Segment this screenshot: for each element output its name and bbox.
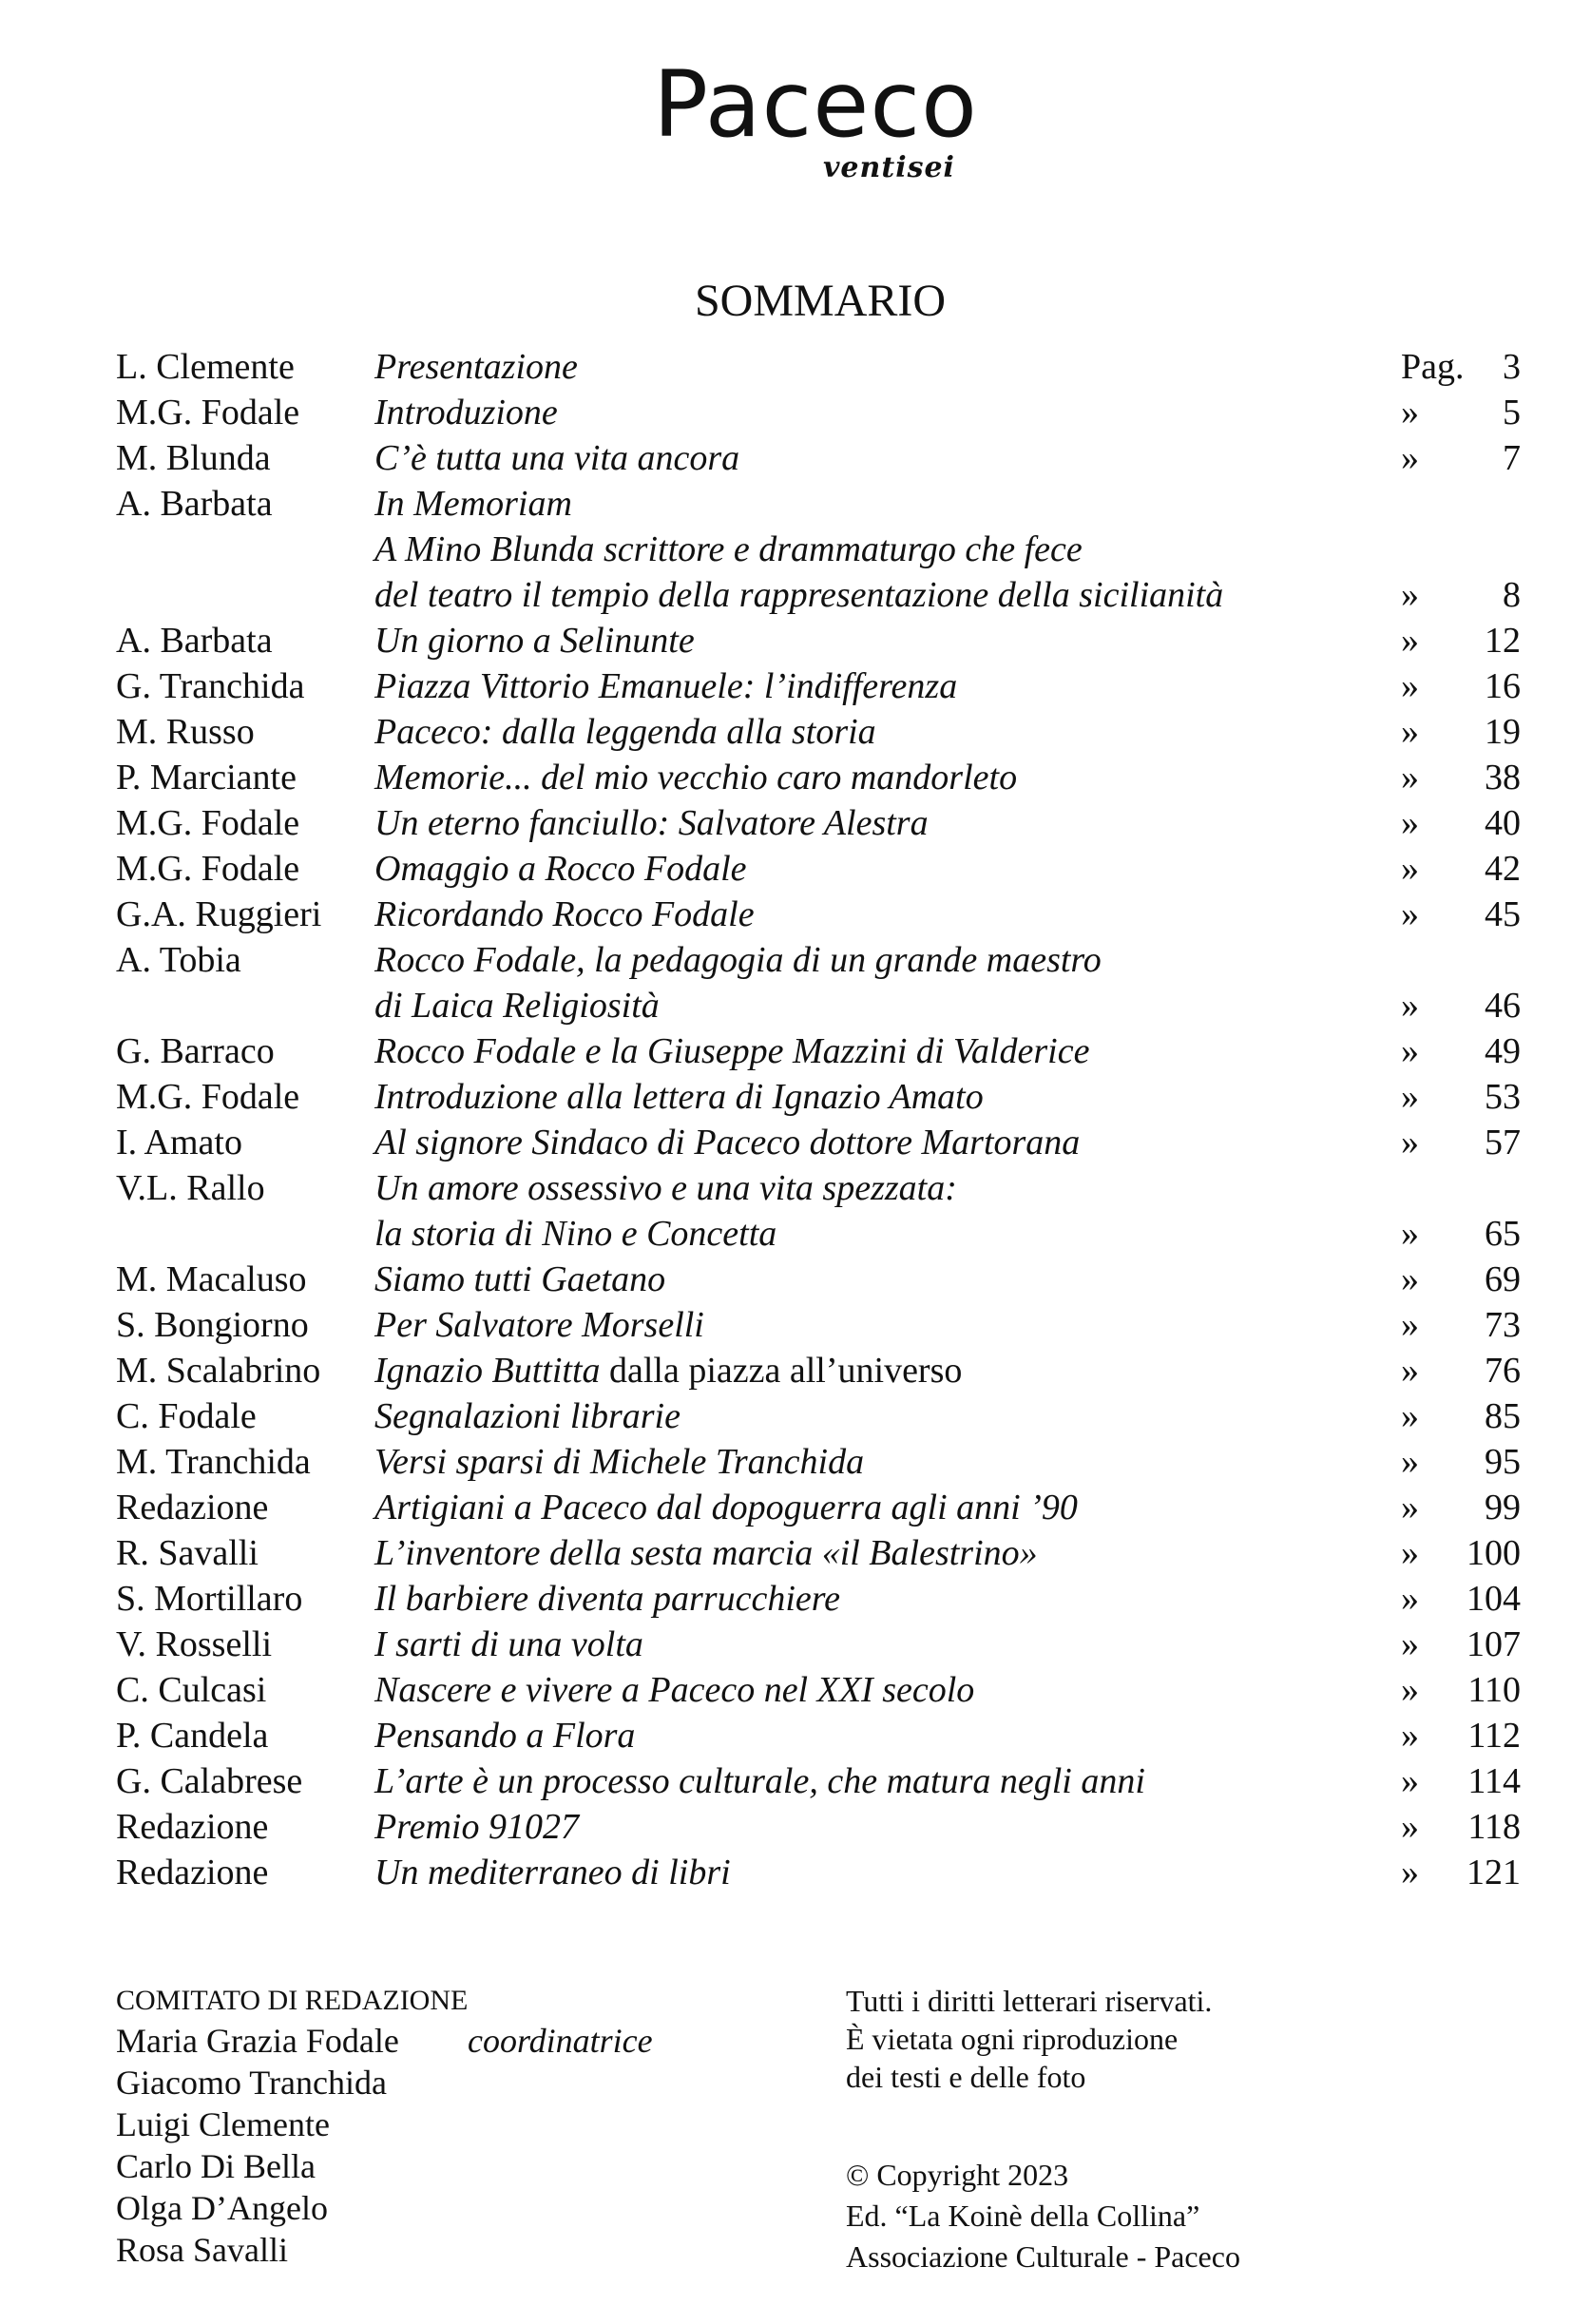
ditto-mark: » <box>1401 1442 1419 1482</box>
toc-page-number: 118 <box>1467 1807 1521 1847</box>
toc-author: G.A. Ruggieri <box>116 894 322 934</box>
toc-title <box>374 1804 579 1850</box>
toc-author: M. Tranchida <box>116 1442 311 1482</box>
toc-author: A. Barbata <box>116 621 273 661</box>
publisher-info <box>846 2155 1378 2277</box>
toc-title <box>374 572 1223 618</box>
toc-title-text: Memorie... del mio vecchio caro mandorleto <box>374 758 1018 797</box>
toc-row <box>116 1713 1521 1758</box>
toc-row <box>116 1622 1521 1667</box>
toc-page-number: 112 <box>1467 1716 1521 1756</box>
toc-page-number: 110 <box>1467 1670 1521 1710</box>
toc-author: M. Macaluso <box>116 1259 307 1299</box>
toc-row <box>116 800 1521 846</box>
ditto-mark: » <box>1401 1077 1419 1117</box>
ditto-mark: » <box>1401 621 1419 661</box>
toc-title <box>374 618 695 663</box>
toc-author: Redazione <box>116 1807 269 1847</box>
toc-page-number: 69 <box>1485 1259 1521 1299</box>
toc-title-text: Introduzione <box>374 393 558 432</box>
toc-page-number: 5 <box>1503 393 1521 432</box>
toc-row <box>116 1804 1521 1850</box>
toc-title-text: Al signore Sindaco di Paceco dottore Martorana <box>374 1123 1081 1162</box>
toc-page-number: 40 <box>1485 803 1521 843</box>
toc-row <box>116 1302 1521 1348</box>
ditto-mark: » <box>1401 1488 1419 1527</box>
committee-member-name: Maria Grazia Fodale <box>116 2022 399 2060</box>
toc-heading: SOMMARIO <box>694 276 947 326</box>
toc-row <box>116 1120 1521 1165</box>
toc-row <box>116 1576 1521 1622</box>
page-label: Pag. <box>1401 347 1465 387</box>
toc-title <box>374 435 739 481</box>
toc-row <box>116 1348 1521 1393</box>
ditto-mark: » <box>1401 1670 1419 1710</box>
toc-title <box>374 755 1017 800</box>
committee-member <box>116 2187 724 2229</box>
toc-title <box>374 1211 776 1257</box>
toc-title <box>374 344 578 390</box>
toc-page-number: 16 <box>1485 666 1521 706</box>
toc-title-text: Rocco Fodale, la pedagogia di un grande maestro <box>374 940 1102 980</box>
toc-title-text: In Memoriam <box>374 484 572 524</box>
magazine-title: Paceco <box>653 51 978 158</box>
ditto-mark: » <box>1401 849 1419 889</box>
toc-page-number: 65 <box>1485 1214 1521 1254</box>
toc-title-text: Ricordando Rocco Fodale <box>374 894 755 934</box>
toc-title <box>374 1074 984 1120</box>
toc-title-text: Un amore ossessivo e una vita spezzata: <box>374 1168 957 1208</box>
toc-title-text: Piazza Vittorio Emanuele: l’indifferenza <box>374 666 958 706</box>
toc-author: G. Calabrese <box>116 1761 303 1801</box>
ditto-mark: » <box>1401 1579 1419 1619</box>
ditto-mark: » <box>1401 1396 1419 1436</box>
toc-author: A. Tobia <box>116 940 241 980</box>
ditto-mark: » <box>1401 393 1419 432</box>
ditto-mark: » <box>1401 666 1419 706</box>
toc-author: L. Clemente <box>116 347 295 387</box>
toc-title-text: Premio 91027 <box>374 1807 579 1847</box>
ditto-mark: » <box>1401 1031 1419 1071</box>
toc-title <box>374 709 876 755</box>
toc-author: C. Fodale <box>116 1396 257 1436</box>
toc-title <box>374 983 660 1028</box>
toc-title-text: Segnalazioni librarie <box>374 1396 680 1436</box>
ditto-mark: » <box>1401 575 1419 615</box>
toc-title-text: Ignazio Buttitta <box>374 1351 601 1391</box>
ditto-mark: » <box>1401 758 1419 797</box>
toc-title-text: Un eterno fanciullo: Salvatore Alestra <box>374 803 929 843</box>
toc-title-text: di Laica Religiosità <box>374 986 660 1026</box>
toc-title <box>374 390 558 435</box>
table-of-contents <box>116 344 1521 1895</box>
toc-page-number: 121 <box>1466 1853 1521 1892</box>
toc-title-text: C’è tutta una vita ancora <box>374 438 740 478</box>
committee-member-name: Carlo Di Bella <box>116 2147 316 2185</box>
toc-author: Redazione <box>116 1853 269 1892</box>
toc-page-number: 8 <box>1503 575 1521 615</box>
toc-title <box>374 527 1083 572</box>
toc-page-number: 46 <box>1485 986 1521 1026</box>
toc-page-number: 100 <box>1466 1533 1521 1573</box>
toc-title <box>374 1165 957 1211</box>
toc-title-text: Per Salvatore Morselli <box>374 1305 704 1345</box>
toc-title-text: la storia di Nino e Concetta <box>374 1214 777 1254</box>
toc-row <box>116 983 1521 1028</box>
toc-title <box>374 1028 1089 1074</box>
rights-line: Tutti i diritti letterari riservati. <box>846 1984 1213 2018</box>
toc-page-number: 3 <box>1503 347 1521 387</box>
toc-row <box>116 618 1521 663</box>
toc-page-number: 7 <box>1503 438 1521 478</box>
toc-title <box>374 800 929 846</box>
toc-row <box>116 755 1521 800</box>
toc-page-number: 76 <box>1485 1351 1521 1391</box>
toc-row <box>116 1850 1521 1895</box>
committee-member <box>116 2103 724 2145</box>
toc-author: S. Mortillaro <box>116 1579 303 1619</box>
magazine-issue-subtitle: ventisei <box>823 151 955 184</box>
toc-page-number: 38 <box>1485 758 1521 797</box>
committee-member-name: Giacomo Tranchida <box>116 2064 387 2102</box>
toc-title <box>374 481 572 527</box>
ditto-mark: » <box>1401 1761 1419 1801</box>
toc-row <box>116 937 1521 983</box>
ditto-mark: » <box>1401 803 1419 843</box>
toc-author: A. Barbata <box>116 484 273 524</box>
committee-member-name: Luigi Clemente <box>116 2105 330 2143</box>
toc-row <box>116 1530 1521 1576</box>
toc-title-text: Siamo tutti Gaetano <box>374 1259 666 1299</box>
toc-title-text: Omaggio a Rocco Fodale <box>374 849 747 889</box>
toc-row <box>116 1211 1521 1257</box>
publisher-line: Ed. “La Koinè della Collina” <box>846 2199 1200 2233</box>
toc-page-number: 85 <box>1485 1396 1521 1436</box>
toc-title-text: Un giorno a Selinunte <box>374 621 695 661</box>
toc-author: I. Amato <box>116 1123 242 1162</box>
toc-row <box>116 663 1521 709</box>
toc-title-text: Presentazione <box>374 347 578 387</box>
toc-row <box>116 344 1521 390</box>
toc-row <box>116 1257 1521 1302</box>
ditto-mark: » <box>1401 712 1419 752</box>
ditto-mark: » <box>1401 986 1419 1026</box>
toc-title-text: L’arte è un processo culturale, che matura negli anni <box>374 1761 1145 1801</box>
toc-title <box>374 1713 635 1758</box>
toc-title-text: Il barbiere diventa parrucchiere <box>374 1579 840 1619</box>
toc-title <box>374 1758 1145 1804</box>
publisher-line: Associazione Culturale - Paceco <box>846 2239 1240 2274</box>
toc-row <box>116 1758 1521 1804</box>
toc-title-text: del teatro il tempio della rappresentazione della sicilianità <box>374 575 1224 615</box>
toc-page-number: 42 <box>1485 849 1521 889</box>
toc-author: M. Russo <box>116 712 255 752</box>
toc-page-number: 114 <box>1467 1761 1521 1801</box>
toc-title-text: Nascere e vivere a Paceco nel XXI secolo <box>374 1670 975 1710</box>
toc-row <box>116 1485 1521 1530</box>
ditto-mark: » <box>1401 1214 1419 1254</box>
ditto-mark: » <box>1401 1123 1419 1162</box>
toc-author: P. Marciante <box>116 758 297 797</box>
toc-row <box>116 527 1521 572</box>
ditto-mark: » <box>1401 1533 1419 1573</box>
toc-page-number: 49 <box>1485 1031 1521 1071</box>
toc-title <box>374 1622 643 1667</box>
toc-title <box>374 1348 962 1393</box>
committee-member-name: Rosa Savalli <box>116 2231 288 2269</box>
toc-title <box>374 1850 731 1895</box>
toc-row <box>116 1074 1521 1120</box>
toc-row <box>116 390 1521 435</box>
toc-author: M.G. Fodale <box>116 849 300 889</box>
toc-author: M.G. Fodale <box>116 393 300 432</box>
toc-page-number: 73 <box>1485 1305 1521 1345</box>
toc-author: P. Candela <box>116 1716 269 1756</box>
toc-page-number: 99 <box>1485 1488 1521 1527</box>
toc-row <box>116 846 1521 892</box>
toc-title-text: Pensando a Flora <box>374 1716 636 1756</box>
toc-author: M. Blunda <box>116 438 271 478</box>
committee-member <box>116 2229 724 2271</box>
toc-author: Redazione <box>116 1488 269 1527</box>
toc-row <box>116 892 1521 937</box>
rights-notice <box>846 1982 1378 2096</box>
toc-page-number: 104 <box>1466 1579 1521 1619</box>
committee-heading: COMITATO DI REDAZIONE <box>116 1985 469 2016</box>
rights-line: dei testi e delle foto <box>846 2060 1086 2094</box>
toc-title <box>374 1257 665 1302</box>
toc-author: M.G. Fodale <box>116 1077 300 1117</box>
toc-page-number: 12 <box>1485 621 1521 661</box>
toc-author: M.G. Fodale <box>116 803 300 843</box>
toc-row <box>116 481 1521 527</box>
toc-title-text: Versi sparsi di Michele Tranchida <box>374 1442 865 1482</box>
toc-author: G. Tranchida <box>116 666 305 706</box>
toc-author: V. Rosselli <box>116 1624 273 1664</box>
toc-title-text: Introduzione alla lettera di Ignazio Amato <box>374 1077 984 1117</box>
toc-title <box>374 1302 704 1348</box>
rights-line: È vietata ogni riproduzione <box>846 2022 1179 2056</box>
ditto-mark: » <box>1401 1351 1419 1391</box>
toc-title <box>374 1576 840 1622</box>
toc-title <box>374 1439 864 1485</box>
ditto-mark: » <box>1401 1624 1419 1664</box>
toc-title <box>374 892 755 937</box>
toc-row <box>116 1028 1521 1074</box>
toc-page-number: 107 <box>1466 1624 1521 1664</box>
toc-page-number: 45 <box>1485 894 1521 934</box>
committee-member <box>116 2020 724 2062</box>
toc-page-number: 95 <box>1485 1442 1521 1482</box>
ditto-mark: » <box>1401 1853 1419 1892</box>
ditto-mark: » <box>1401 1807 1419 1847</box>
toc-author: R. Savalli <box>116 1533 259 1573</box>
toc-row <box>116 1393 1521 1439</box>
committee-member-role: coordinatrice <box>468 2022 653 2060</box>
toc-author: S. Bongiorno <box>116 1305 309 1345</box>
toc-author: C. Culcasi <box>116 1670 267 1710</box>
toc-title <box>374 1393 680 1439</box>
toc-title <box>374 1530 1038 1576</box>
committee-member-name: Olga D’Angelo <box>116 2189 328 2227</box>
toc-title <box>374 663 957 709</box>
ditto-mark: » <box>1401 1259 1419 1299</box>
toc-title <box>374 937 1102 983</box>
toc-page-number: 19 <box>1485 712 1521 752</box>
toc-title <box>374 1667 974 1713</box>
toc-title-text: Un mediterraneo di libri <box>374 1853 731 1892</box>
toc-row <box>116 572 1521 618</box>
toc-title-roman-text: dalla piazza all’universo <box>600 1351 963 1391</box>
toc-page-number: 53 <box>1485 1077 1521 1117</box>
toc-title-text: A Mino Blunda scrittore e drammaturgo che fece <box>374 529 1083 569</box>
toc-title-text: I sarti di una volta <box>374 1624 643 1664</box>
toc-author: G. Barraco <box>116 1031 275 1071</box>
toc-title-text: Artigiani a Paceco dal dopoguerra agli anni ’90 <box>374 1488 1078 1527</box>
toc-title-text: L’inventore della sesta marcia «il Balestrino» <box>374 1533 1038 1573</box>
toc-row <box>116 1439 1521 1485</box>
toc-row <box>116 709 1521 755</box>
toc-title-text: Rocco Fodale e la Giuseppe Mazzini di Valderice <box>374 1031 1090 1071</box>
editorial-committee <box>116 1982 724 2271</box>
ditto-mark: » <box>1401 1716 1419 1756</box>
ditto-mark: » <box>1401 438 1419 478</box>
toc-title <box>374 846 747 892</box>
ditto-mark: » <box>1401 894 1419 934</box>
toc-row <box>116 435 1521 481</box>
toc-row <box>116 1667 1521 1713</box>
publisher-line: © Copyright 2023 <box>846 2158 1069 2192</box>
committee-member <box>116 2062 724 2103</box>
toc-author: M. Scalabrino <box>116 1351 321 1391</box>
toc-title <box>374 1485 1078 1530</box>
toc-page-number: 57 <box>1485 1123 1521 1162</box>
toc-author: V.L. Rallo <box>116 1168 265 1208</box>
toc-title-text: Paceco: dalla leggenda alla storia <box>374 712 876 752</box>
toc-title <box>374 1120 1080 1165</box>
ditto-mark: » <box>1401 1305 1419 1345</box>
toc-row <box>116 1165 1521 1211</box>
committee-member <box>116 2145 724 2187</box>
